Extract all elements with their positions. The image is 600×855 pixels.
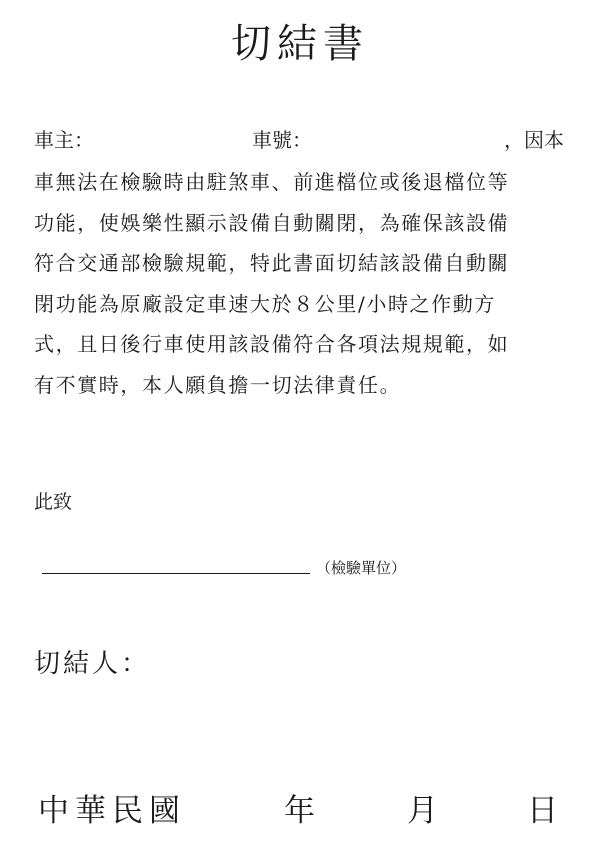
because-connector: ，因本 xyxy=(504,128,564,152)
document-title: 切結書 xyxy=(231,21,369,67)
body-line: 符合交通部檢驗規範，特此書面切結該設備自動關 xyxy=(34,251,510,275)
body-line: 閉功能為原廠設定車速大於８公里/小時之作動方 xyxy=(34,291,496,316)
body-line: 有不實時，本人願負擔一切法律責任。 xyxy=(34,372,402,397)
date-era: 中華民國 xyxy=(38,793,186,829)
body-line: 車無法在檢驗時由駐煞車、前進檔位或後退檔位等 xyxy=(34,170,510,194)
inspection-unit-signature-line xyxy=(42,573,310,574)
signer-label: 切結人： xyxy=(34,649,151,679)
owner-label: 車主： xyxy=(34,128,94,152)
owner-plate-line xyxy=(34,124,564,156)
date-line xyxy=(38,785,558,829)
body-line: 式，且日後行車使用該設備符合各項法規規範，如 xyxy=(34,332,510,356)
date-year: 年 xyxy=(284,793,315,829)
plate-number-label: 車號： xyxy=(252,128,312,152)
salutation: 此致 xyxy=(34,491,73,513)
date-day: 日 xyxy=(527,793,558,829)
inspection-unit-note: （檢驗單位） xyxy=(316,559,407,577)
body-line: 功能，使娛樂性顯示設備自動關閉，為確保該設備 xyxy=(34,210,510,235)
affidavit-body xyxy=(34,166,574,409)
date-month: 月 xyxy=(407,793,438,829)
